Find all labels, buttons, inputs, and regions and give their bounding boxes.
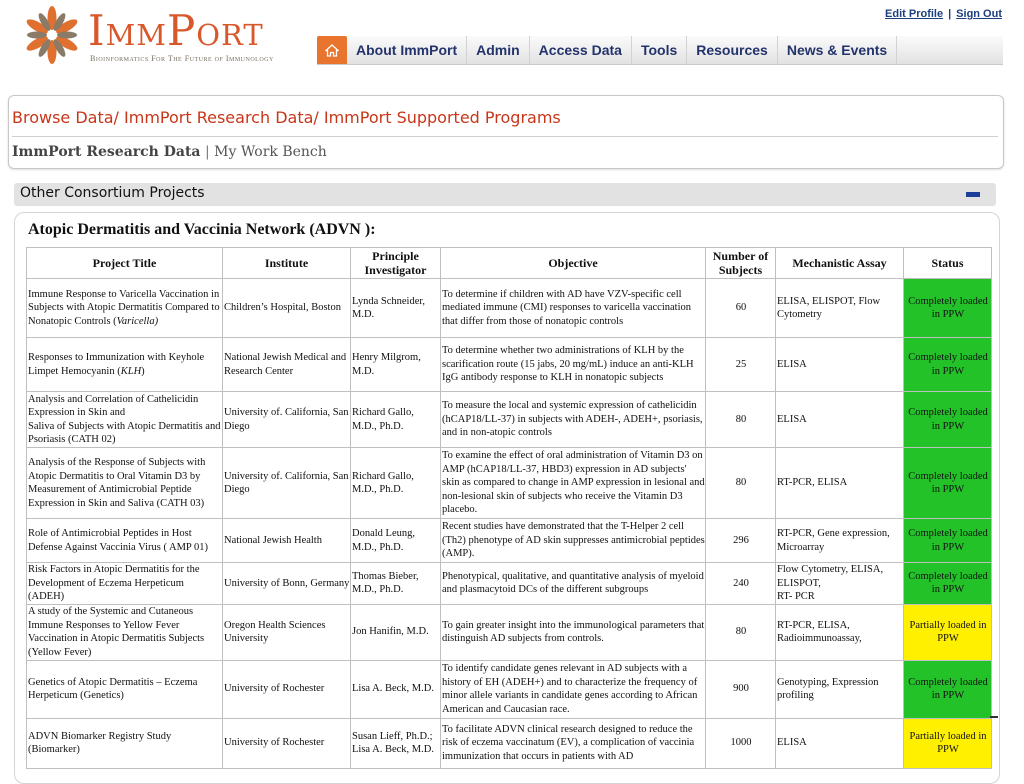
column-header: Mechanistic Assay [776,248,904,279]
status-cell: Completely loaded in PPW [904,448,992,519]
institute-cell: Children’s Hospital, Boston [223,279,351,338]
table-row [27,718,992,768]
investigator-cell: Thomas Bieber, M.D., Ph.D. [351,563,441,605]
project-title-cell: Analysis of the Response of Subjects with Atopic Dermatitis to Oral Vitamin D3 by Measurement of Antimicrobial Peptide Expression in Skin and Saliva (CATH 03) [27,448,223,519]
nav-news-events[interactable]: News & Events [778,36,897,64]
investigator-cell: Richard Gallo, M.D., Ph.D. [351,392,441,448]
institute-cell: University of Bonn, Germany [223,563,351,605]
nav-about[interactable]: About ImmPort [347,36,467,64]
status-cell: Completely loaded in PPW [904,279,992,338]
nav-resources[interactable]: Resources [687,36,778,64]
project-title-cell: Genetics of Atopic Dermatitis – Eczema Herpeticum (Genetics) [27,660,223,718]
table-row [27,563,992,605]
institute-cell: University of. California, San Diego [223,448,351,519]
subjects-cell: 80 [706,392,776,448]
table-row [27,392,992,448]
subjects-cell: 25 [706,338,776,392]
investigator-cell: Donald Leung, M.D., Ph.D. [351,519,441,563]
flower-logo-icon [22,4,82,66]
subjects-cell: 900 [706,660,776,718]
main-nav [317,36,1003,65]
subjects-cell: 240 [706,563,776,605]
subnav-research-data[interactable]: ImmPort Research Data [12,144,201,160]
table-row [27,448,992,519]
investigator-cell: Henry Milgrom, M.D. [351,338,441,392]
assay-cell: Genotyping, Expression profiling [776,660,904,718]
edit-profile-link[interactable]: Edit Profile [885,8,944,20]
objective-cell: To measure the local and systemic expression of cathelicidin (hCAP18/LL-37) in subjects with ADEH-, ADEH+, psoriasis, and in non-atopic controls [441,392,706,448]
objective-cell: Phenotypical, qualitative, and quantitative analysis of myeloid and plasmacytoid DCs of the different subgroups [441,563,706,605]
account-links [885,8,1002,20]
institute-cell: University of. California, San Diego [223,392,351,448]
nav-access-data[interactable]: Access Data [530,36,632,64]
column-header: Objective [441,248,706,279]
link-separator: | [948,8,952,20]
breadcrumb-panel [8,95,1004,169]
nav-admin[interactable]: Admin [467,36,530,64]
subjects-cell: 60 [706,279,776,338]
column-header: Number of Subjects [706,248,776,279]
project-title-cell: Analysis and Correlation of Cathelicidin Expression in Skin and Saliva of Subjects with Atopic Dermatitis and Psoriasis (CATH 02) [27,392,223,448]
status-cell: Partially loaded in PPW [904,604,992,660]
objective-cell: To gain greater insight into the immunological parameters that distinguish AD subjects from controls. [441,604,706,660]
immport-logo[interactable] [22,4,292,66]
assay-cell: ELISA, ELISPOT, Flow Cytometry [776,279,904,338]
objective-cell: To facilitate ADVN clinical research designed to reduce the risk of eczema vaccinatum (EV), a complication of vaccinia immunization that occurs in patients with AD [441,718,706,768]
investigator-cell: Susan Lieff, Ph.D.; Lisa A. Beck, M.D. [351,718,441,768]
subjects-cell: 80 [706,448,776,519]
table-row [27,338,992,392]
column-header: Project Title [27,248,223,279]
status-cell: Completely loaded in PPW [904,519,992,563]
subnav-work-bench[interactable]: My Work Bench [214,144,327,160]
nav-home-button[interactable] [317,36,347,64]
status-cell: Partially loaded in PPW [904,718,992,768]
sub-navigation [12,144,327,160]
home-icon [325,44,339,57]
assay-cell: Flow Cytometry, ELISA, ELISPOT, RT- PCR [776,563,904,605]
table-header-row [27,248,992,279]
project-title-cell: Role of Antimicrobial Peptides in Host Defense Against Vaccinia Virus ( AMP 01) [27,519,223,563]
project-panel [14,212,1000,784]
institute-cell: National Jewish Medical and Research Center [223,338,351,392]
table-row [27,279,992,338]
section-header [14,183,996,206]
assay-cell: ELISA [776,338,904,392]
subnav-separator: | [204,144,210,160]
column-header: Status [904,248,992,279]
section-title: Other Consortium Projects [20,185,205,201]
status-cell: Completely loaded in PPW [904,392,992,448]
status-cell: Completely loaded in PPW [904,660,992,718]
breadcrumb-divider [12,136,998,137]
objective-cell: To examine the effect of oral administration of Vitamin D3 on AMP (hCAP18/LL-37, HBD3) expression in AD subjects' skin as compared to change in AMP expression in lesional and non-lesional skin of subjects who receive the Vitamin D3 placebo. [441,448,706,519]
logo-tagline: Bioinformatics For The Future of Immunology [90,54,274,63]
objective-cell: Recent studies have demonstrated that the T-Helper 2 cell (Th2) phenotype of AD skin suppresses antimicrobial peptides (AMP). [441,519,706,563]
institute-cell: National Jewish Health [223,519,351,563]
table-row [27,519,992,563]
nav-tools[interactable]: Tools [632,36,687,64]
assay-cell: RT-PCR, Gene expression, Microarray [776,519,904,563]
institute-cell: University of Rochester [223,660,351,718]
assay-cell: RT-PCR, ELISA, Radioimmunoassay, [776,604,904,660]
sign-out-link[interactable]: Sign Out [956,8,1002,20]
panel-title: Atopic Dermatitis and Vaccinia Network (ADVN ): [28,221,376,238]
subjects-cell: 80 [706,604,776,660]
column-header: Principle Investigator [351,248,441,279]
investigator-cell: Lisa A. Beck, M.D. [351,660,441,718]
status-cell: Completely loaded in PPW [904,563,992,605]
institute-cell: University of Rochester [223,718,351,768]
objective-cell: To identify candidate genes relevant in AD subjects with a history of EH (ADEH+) and to characterize the frequency of minor allele variants in candidate genes according to African American and Caucasian race. [441,660,706,718]
subjects-cell: 296 [706,519,776,563]
assay-cell: ELISA [776,718,904,768]
project-title-cell: A study of the Systemic and Cutaneous Immune Responses to Yellow Fever Vaccination in Atopic Dermatitis Subjects (Yellow Fever) [27,604,223,660]
collapse-minus-icon[interactable] [966,192,980,197]
table-row [27,660,992,718]
objective-cell: To determine whether two administrations of KLH by the scarification route (15 jabs, 20 mg/mL) induce an anti-KLH IgG antibody response to KLH in nonatopic subjects [441,338,706,392]
table-row [27,604,992,660]
objective-cell: To determine if children with AD have VZV-specific cell mediated immune (CMI) responses to varicella vaccination that differ from those of nonatopic controls [441,279,706,338]
institute-cell: Oregon Health Sciences University [223,604,351,660]
investigator-cell: Lynda Schneider, M.D. [351,279,441,338]
investigator-cell: Jon Hanifin, M.D. [351,604,441,660]
status-cell: Completely loaded in PPW [904,338,992,392]
edge-marker [990,716,998,718]
assay-cell: ELISA [776,392,904,448]
project-title-cell: ADVN Biomarker Registry Study (Biomarker) [27,718,223,768]
project-title-cell: Risk Factors in Atopic Dermatitis for the Development of Eczema Herpeticum (ADEH) [27,563,223,605]
column-header: Institute [223,248,351,279]
project-title-cell: Responses to Immunization with Keyhole Limpet Hemocyanin (KLH) [27,338,223,392]
project-title-cell: Immune Response to Varicella Vaccination in Subjects with Atopic Dermatitis Compared to Nonatopic Controls (Varicella) [27,279,223,338]
subjects-cell: 1000 [706,718,776,768]
logo-name: ImmPort [88,6,264,55]
projects-table [26,247,992,769]
breadcrumb: Browse Data/ ImmPort Research Data/ ImmPort Supported Programs [12,108,561,127]
investigator-cell: Richard Gallo, M.D., Ph.D. [351,448,441,519]
assay-cell: RT-PCR, ELISA [776,448,904,519]
